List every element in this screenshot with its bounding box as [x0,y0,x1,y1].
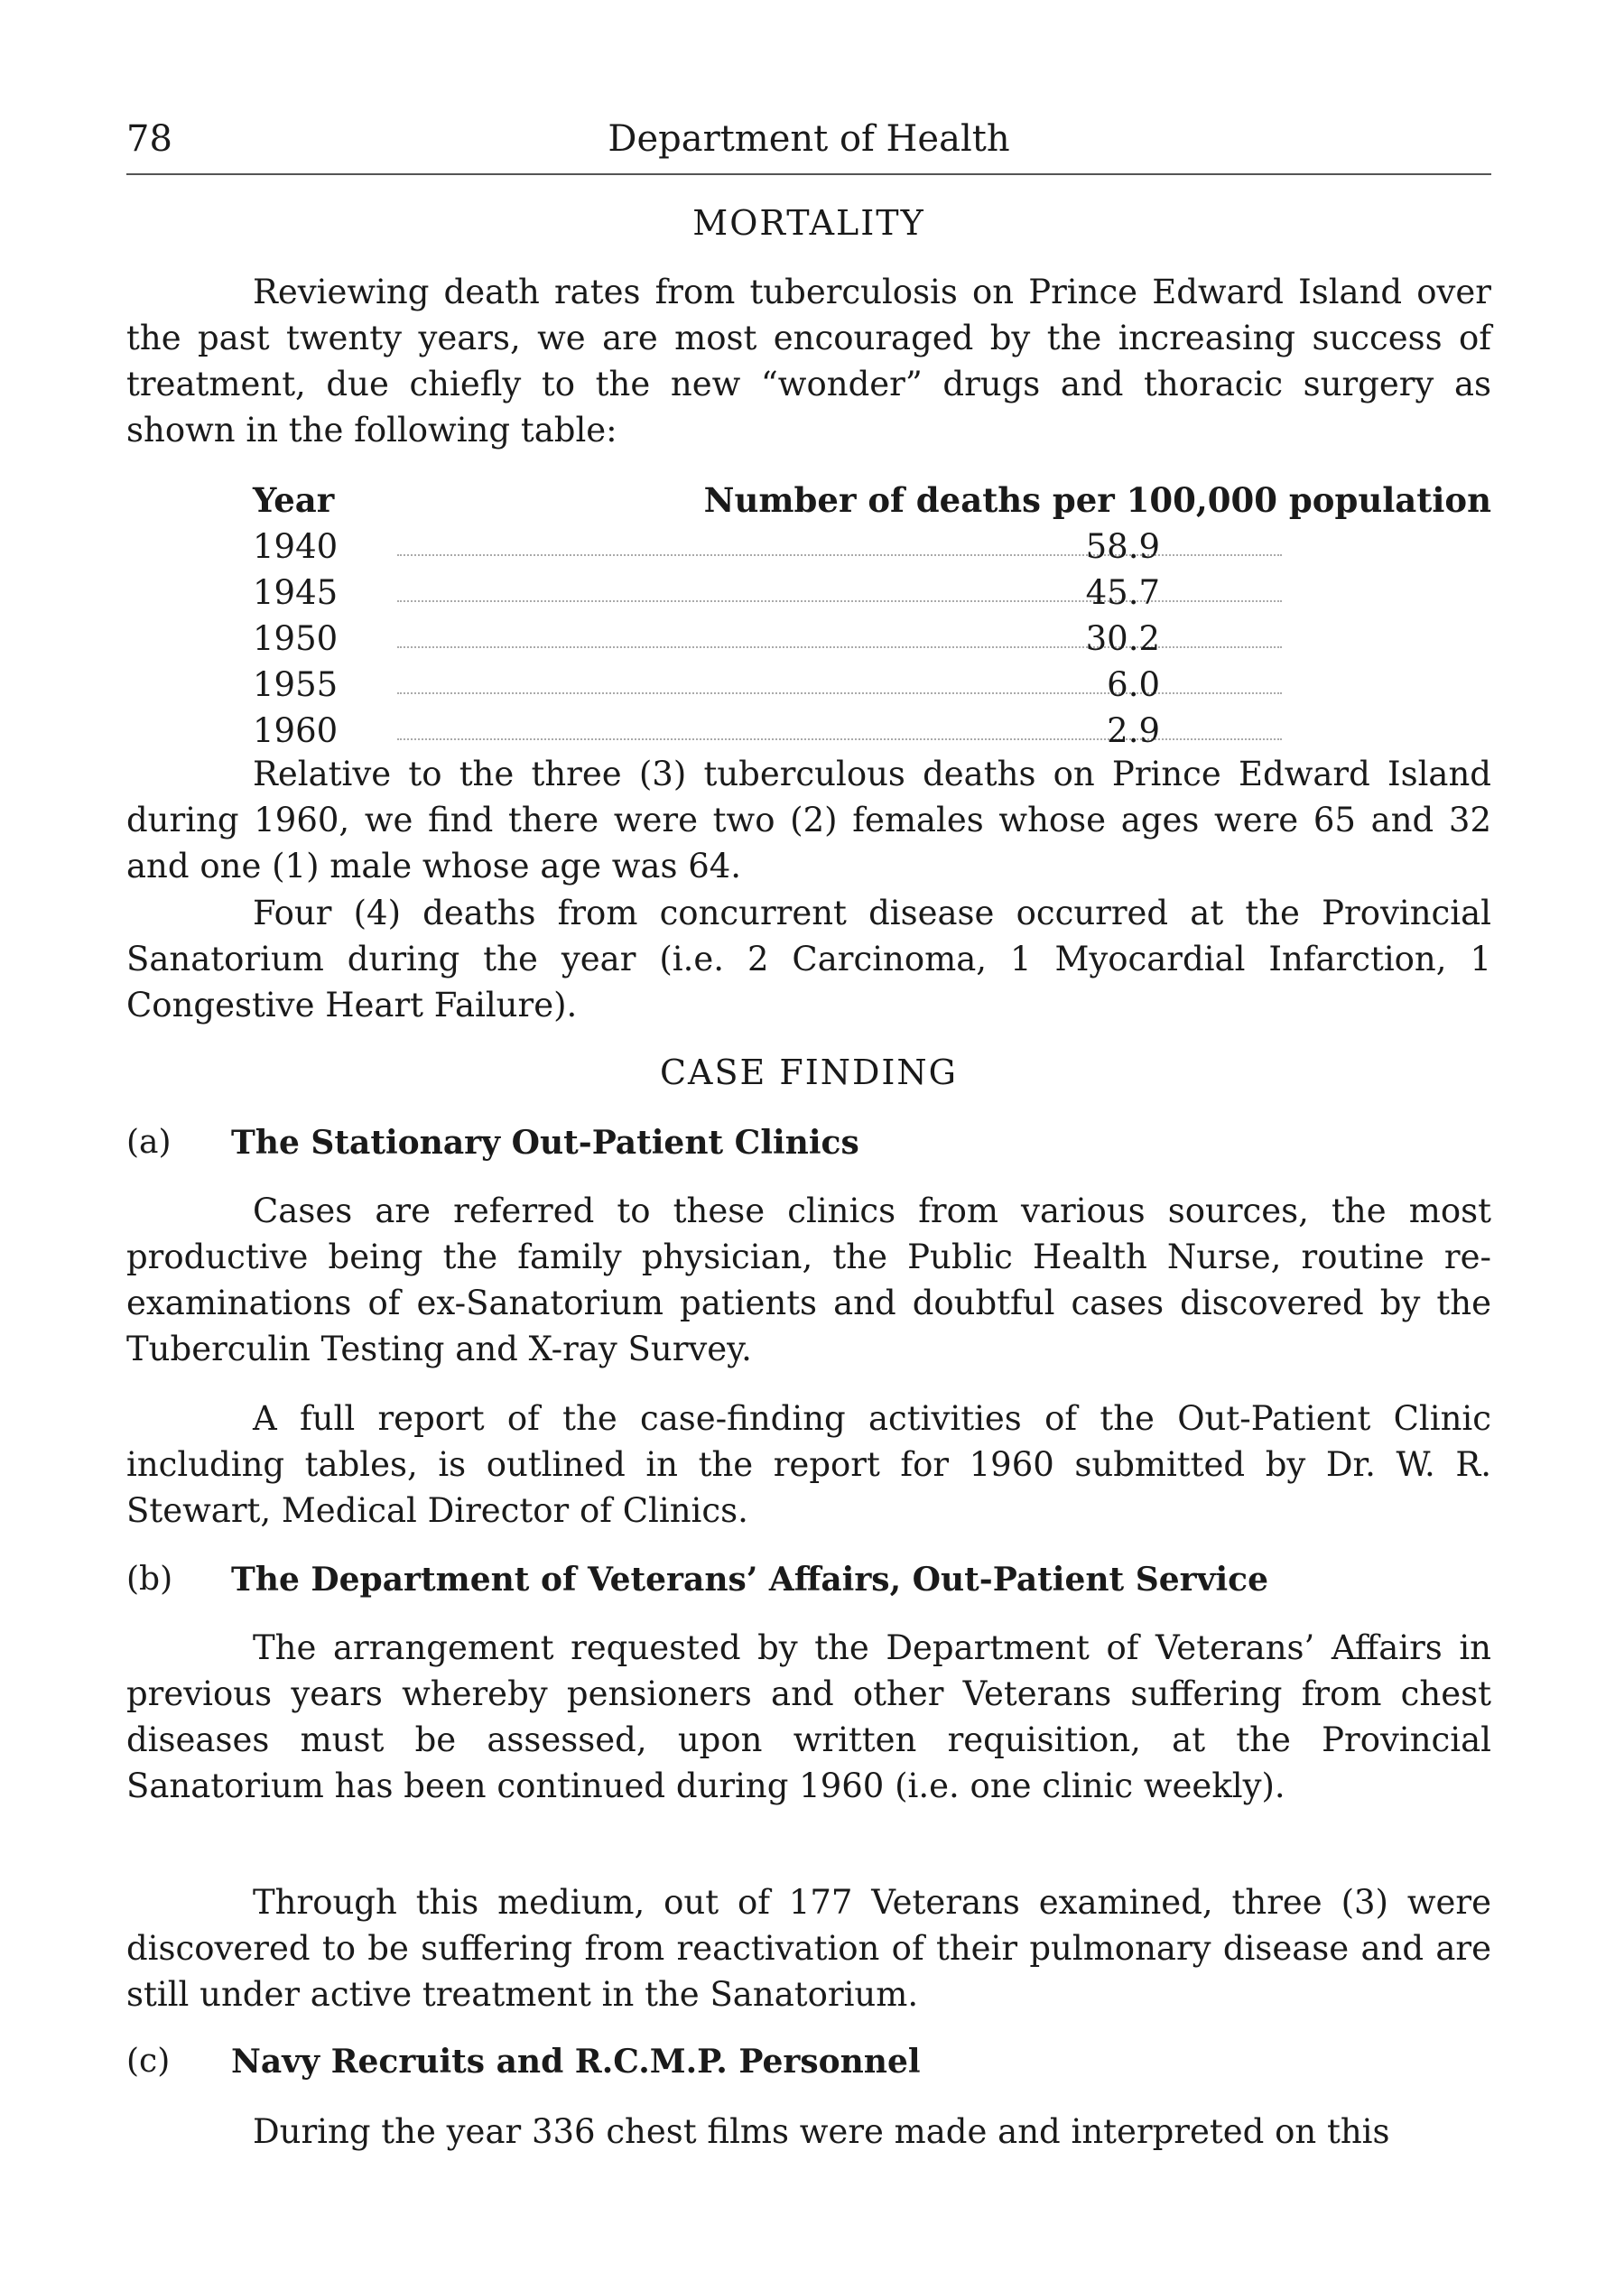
subsection-c-title: Navy Recruits and R.C.M.P. Personnel [231,2043,921,2081]
subsection-c-text-1: During the year 336 chest films were made and interpreted on this [253,2112,1390,2151]
row-year: 1955 [253,665,339,704]
subsection-b-letter: (b) [126,1561,173,1598]
row-rate: 58.9 [1085,527,1160,566]
mortality-heading: MORTALITY [692,203,925,243]
column-header-rate: Number of deaths per 100,000 population [703,480,1491,520]
subsection-b-text-1: The arrangement requested by the Department of Veterans’ Affairs in previous years whereby pensioners and other Veterans suffering from chest diseases must be assessed, upon written requisition, at the Provincial Sanatorium has been continued during 1960 (i.e. one clinic weekly). [126,1628,1491,1805]
subsection-a-paragraph-1 [126,1188,1491,1372]
row-year: 1945 [253,573,339,612]
subsection-b-text-2: Through this medium, out of 177 Veterans examined, three (3) were discovered to be suffering from reactivation of their pulmonary disease and are still under active treatment in the Sanatorium. [126,1883,1491,2014]
subsection-a-paragraph-2 [126,1395,1491,1534]
row-year: 1960 [253,711,339,750]
row-year: 1950 [253,619,339,658]
header-rule [126,173,1491,175]
table-row [253,524,1491,570]
subsection-b-title: The Department of Veterans’ Affairs, Out-Patient Service [231,1561,1268,1599]
row-year: 1940 [253,527,339,566]
table-row [253,662,1491,708]
mortality-four-text: Four (4) deaths from concurrent disease occurred at the Provincial Sanatorium during the year (i.e. 2 Carcinoma, 1 Myocardial Infarction, 1 Congestive Heart Failure). [126,894,1491,1025]
mortality-relative-paragraph [126,751,1491,889]
subsection-c-heading [126,2038,1491,2085]
mortality-intro [126,269,1491,453]
row-rate: 6.0 [1107,665,1160,704]
row-rate: 30.2 [1085,619,1160,658]
case-finding-heading: CASE FINDING [659,1052,959,1092]
subsection-b-heading [126,1556,1491,1603]
column-header-year: Year [253,480,335,520]
table-row [253,708,1491,754]
subsection-c-paragraph-1 [126,2109,1491,2155]
mortality-table [253,477,1491,754]
subsection-a-text-1: Cases are referred to these clinics from various sources, the most productive being the family physician, the Public Health Nurse, routine re-examinations of ex-Sanatorium patients and doubtful cases discovered by the Tuberculin Testing and X-ray Survey. [126,1191,1491,1368]
mortality-four-paragraph [126,890,1491,1028]
subsection-c-letter: (c) [126,2043,171,2080]
subsection-a-text-2: A full report of the case-finding activities of the Out-Patient Clinic including tables, is outlined in the report for 1960 submitted by Dr. W. R. Stewart, Medical Director of Clinics. [126,1399,1491,1530]
table-header [253,477,1491,524]
row-rate: 2.9 [1107,711,1160,750]
subsection-b-paragraph-2 [126,1879,1491,2017]
subsection-b-paragraph-1 [126,1625,1491,1809]
mortality-relative-text: Relative to the three (3) tuberculous deaths on Prince Edward Island during 1960, we find there were two (2) females whose ages were 65 and 32 and one (1) male whose age was 64. [126,755,1491,886]
running-head: Department of Health [608,118,1010,160]
page-number: 78 [126,118,172,160]
subsection-a-letter: (a) [126,1124,172,1161]
table-row [253,616,1491,662]
table-row [253,570,1491,616]
row-rate: 45.7 [1085,573,1160,612]
subsection-a-heading [126,1119,1491,1166]
subsection-a-title: The Stationary Out-Patient Clinics [231,1124,859,1162]
mortality-intro-text: Reviewing death rates from tuberculosis on Prince Edward Island over the past twenty years, we are most encouraged by the increasing success of treatment, due chiefly to the new “wonder” drugs and thoracic surgery as shown in the following table: [126,273,1491,450]
page-header [126,112,1491,166]
